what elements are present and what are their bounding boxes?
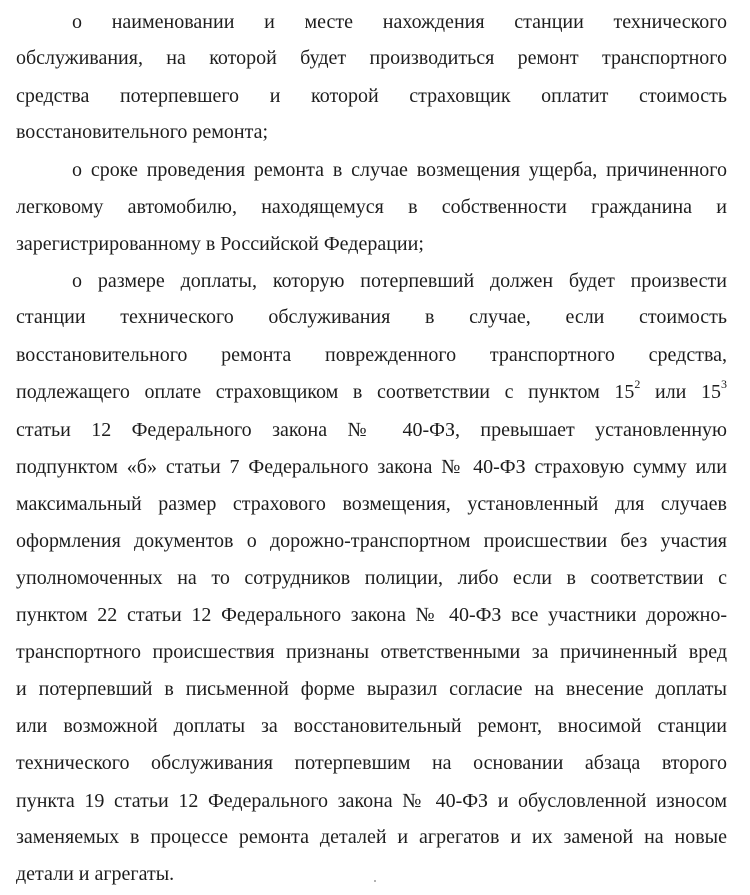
text-line: станции технического обслуживания в случае, если стоимость [16,306,727,328]
text-line: подпунктом «б» статьи 7 Федерального закона № 40-ФЗ страховую сумму или [16,456,727,478]
text-line: уполномоченных на то сотрудников полиции, либо если в соответствии с [16,567,727,589]
text-line: транспортного происшествия признаны ответственными за причиненный вред [16,641,727,663]
text-fragment: или 15 [640,381,722,403]
text-line: зарегистрированному в Российской Федерации; [16,233,424,255]
superscript: 3 [721,377,728,392]
text-line: пунктом 22 статьи 12 Федерального закона № 40-ФЗ все участники дорожно- [16,604,727,626]
text-line: восстановительного ремонта поврежденного транспортного средства, [16,344,727,366]
text-line: оформления документов о дорожно-транспортном происшествии без участия [16,530,727,552]
text-line: восстановительного ремонта; [16,121,269,143]
text-line: или возможной доплаты за восстановительный ремонт, вносимой станции [16,715,727,737]
text-line: статьи 12 Федерального закона № 40-ФЗ, превышает установленную [16,419,727,441]
text-line: о сроке проведения ремонта в случае возмещения ущерба, причиненного [72,159,727,181]
superscript: 2 [634,377,641,392]
scan-speck [374,880,376,882]
text-line: средства потерпевшего и которой страховщик оплатит стоимость [16,85,727,107]
text-line: о размере доплаты, которую потерпевший должен будет произвести [72,270,727,292]
text-line: легковому автомобилю, находящемуся в собственности гражданина и [16,196,727,218]
text-line: о наименовании и месте нахождения станции технического [72,11,727,33]
text-fragment: подлежащего оплате страховщиком в соответствии с пунктом 15 [16,381,635,403]
text-line: обслуживания, на которой будет производиться ремонт транспортного [16,47,727,69]
text-line: заменяемых в процессе ремонта деталей и агрегатов и их заменой на новые [16,826,727,848]
text-line-with-superscripts [16,375,727,409]
text-line: пункта 19 статьи 12 Федерального закона № 40-ФЗ и обусловленной износом [16,790,727,812]
text-line: детали и агрегаты. [16,863,175,885]
text-line: технического обслуживания потерпевшим на основании абзаца второго [16,752,727,774]
text-line: и потерпевший в письменной форме выразил согласие на внесение доплаты [16,678,727,700]
text-line: максимальный размер страхового возмещения, установленный для случаев [16,493,727,515]
